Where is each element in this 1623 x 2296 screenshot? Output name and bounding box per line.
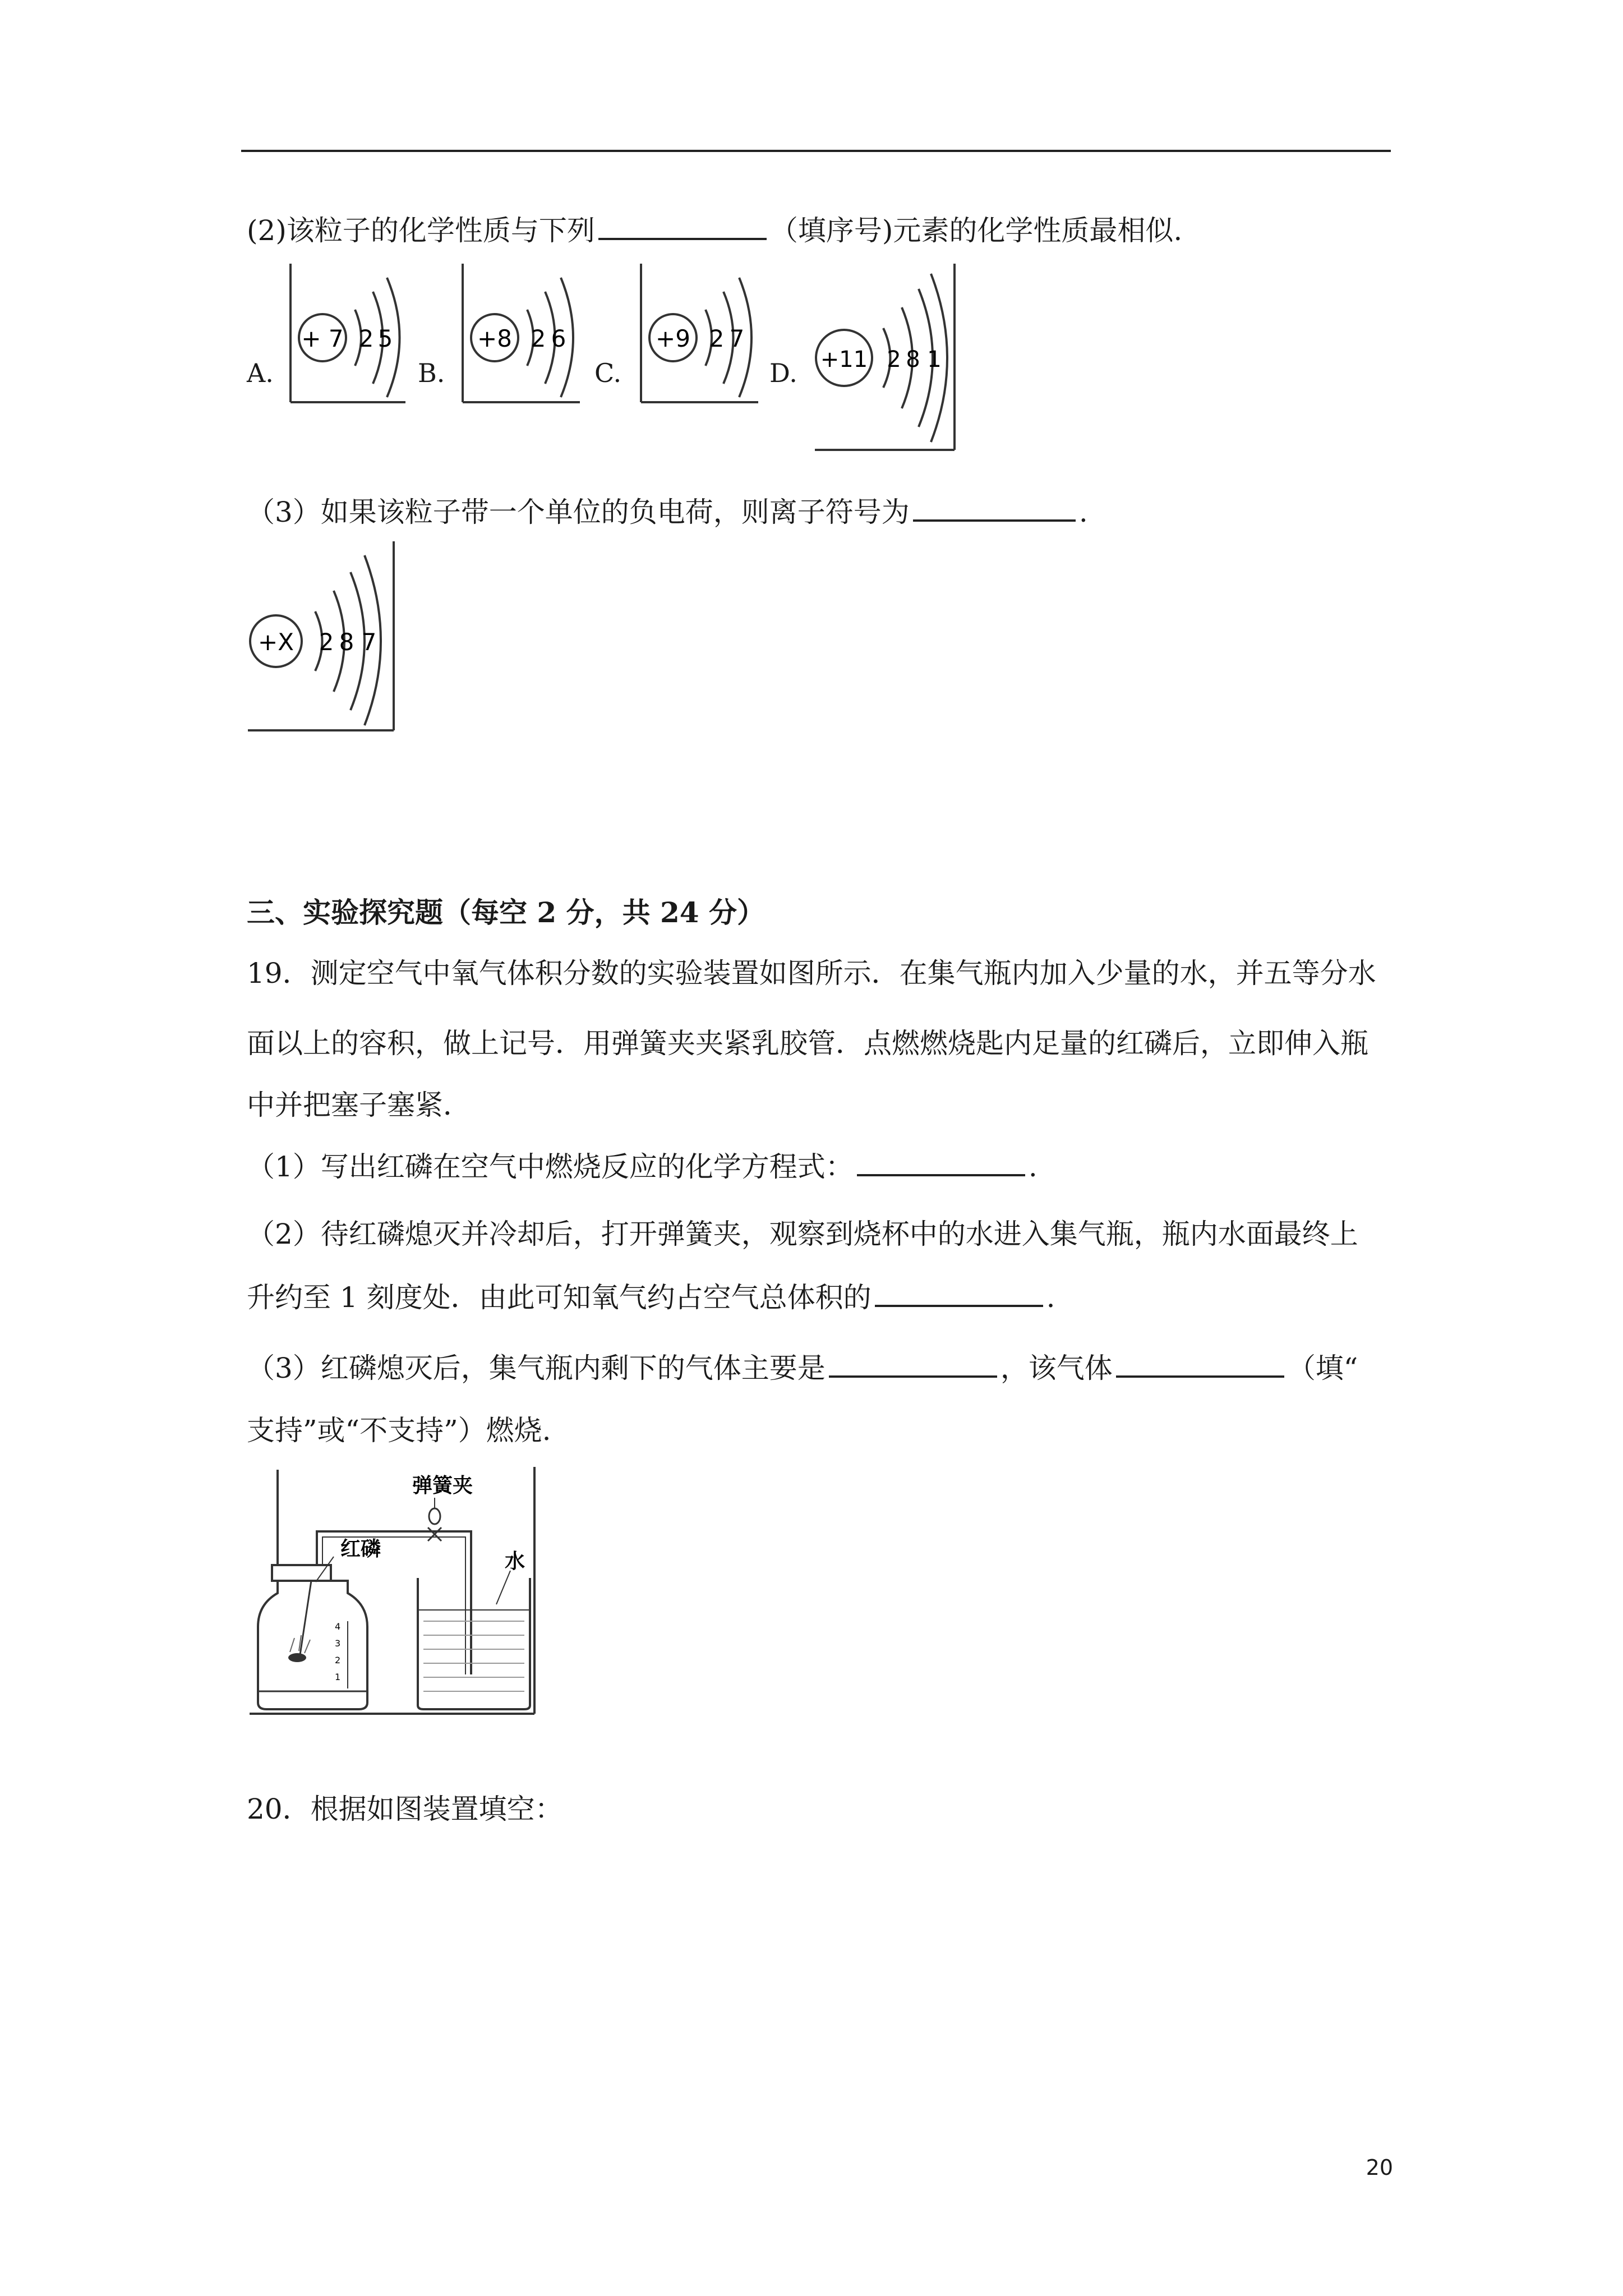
option-c-nucleus-text: +9 [656, 325, 690, 352]
q18-part3-prefix: （3）如果该粒子带一个单位的负电荷，则离子符号为 [247, 496, 910, 528]
q18-part3-blank [913, 494, 1076, 522]
q19-part2-line1: （2）待红磷熄灭并冷却后，打开弹簧夹，观察到烧杯中的水进入集气瓶，瓶内水面最终上 [247, 1218, 1358, 1250]
particle-nucleus-text: +X [258, 628, 294, 656]
option-d-shell-2: 8 [906, 347, 920, 372]
option-a-shell-2: 5 [377, 325, 393, 352]
option-d-label: D. [769, 358, 797, 388]
q19-part2-blank [875, 1279, 1043, 1307]
q18-part2-blank [598, 212, 767, 240]
combustion-spoon-rod [300, 1581, 311, 1655]
option-b-atom-diagram [461, 264, 582, 404]
scale-mark-2: 2 [335, 1655, 341, 1665]
q18-part2-line [247, 212, 1182, 247]
option-b-nucleus-text: +8 [477, 325, 512, 352]
red-phosphorus [288, 1653, 306, 1662]
q19-part3-blank1 [829, 1350, 997, 1378]
q19-part3-blank2 [1116, 1350, 1284, 1378]
beaker [418, 1578, 530, 1709]
page-number: 20 [1366, 2155, 1393, 2180]
q18-part2-prefix: (2)该粒子的化学性质与下列 [247, 214, 595, 247]
q18-part3-line [247, 494, 1088, 529]
q19-part3-line1 [247, 1350, 1358, 1385]
option-a-nucleus-text: + 7 [301, 325, 344, 352]
q19-part3-prefix: （3）红磷熄灭后，集气瓶内剩下的气体主要是 [247, 1352, 826, 1384]
option-c-label: C. [594, 358, 622, 388]
q19-part2-line2 [247, 1279, 1055, 1314]
option-c-atom-diagram [639, 264, 760, 404]
particle-shell-2: 8 [339, 628, 354, 656]
q19-apparatus-figure [250, 1467, 538, 1719]
q20-stem: 20．根据如图装置填空： [247, 1793, 563, 1825]
particle-atom-diagram [247, 541, 395, 732]
q19-stem-line3: 中并把塞子塞紧． [247, 1089, 471, 1121]
option-c-shell-2: 7 [729, 325, 745, 352]
q19-part1-line [247, 1148, 1038, 1184]
scale-mark-1: 1 [335, 1672, 341, 1682]
option-a-atom-diagram [289, 264, 407, 404]
section3-title: 三、实验探究题（每空 2 分，共 24 分） [247, 896, 765, 929]
q19-part2-prefix: 升约至 1 刻度处．由此可知氧气约占空气总体积的 [247, 1281, 872, 1314]
spring-clip [429, 1508, 440, 1524]
option-b-shell-2: 6 [551, 325, 566, 352]
option-d-atom-diagram [813, 264, 956, 452]
option-b-label: B. [418, 358, 445, 388]
option-a-label: A. [247, 358, 274, 388]
option-c-shell-1: 2 [709, 325, 725, 352]
q19-stem-line2: 面以上的容积，做上记号．用弹簧夹夹紧乳胶管．点燃燃烧匙内足量的红磷后，立即伸入瓶 [247, 1027, 1368, 1060]
scale-mark-4: 4 [335, 1621, 341, 1632]
q19-part3-mid: ，该气体 [1000, 1352, 1113, 1384]
particle-shell-1: 2 [319, 628, 334, 656]
particle-shell-3: 7 [361, 628, 377, 656]
clip-label: 弹簧夹 [412, 1474, 473, 1497]
q19-part2-suffix: . [1046, 1281, 1055, 1314]
scale-mark-3: 3 [335, 1638, 341, 1649]
q19-part1-suffix: . [1028, 1151, 1038, 1183]
option-d-shell-1: 2 [887, 347, 901, 372]
q19-part1-prefix: （1）写出红磷在空气中燃烧反应的化学方程式： [247, 1151, 854, 1183]
q19-part1-blank [857, 1148, 1025, 1176]
option-b-shell-1: 2 [531, 325, 546, 352]
option-d-nucleus-text: +11 [820, 347, 868, 372]
q18-part3-suffix: . [1078, 496, 1088, 528]
option-a-shell-1: 2 [358, 325, 374, 352]
option-d-shell-3: 1 [927, 347, 942, 372]
phosphorus-label: 红磷 [340, 1538, 381, 1561]
header-rule [241, 150, 1391, 152]
water-label: 水 [505, 1550, 525, 1573]
q18-part2-suffix: （填序号)元素的化学性质最相似. [769, 214, 1183, 247]
q19-part3-line2: 支持”或“不支持”）燃烧. [247, 1414, 551, 1447]
gas-collection-bottle [258, 1581, 367, 1709]
q19-part3-suffix: （填“ [1287, 1352, 1358, 1384]
q19-stem-line1: 19．测定空气中氧气体积分数的实验装置如图所示．在集气瓶内加入少量的水，并五等分水 [247, 957, 1376, 990]
